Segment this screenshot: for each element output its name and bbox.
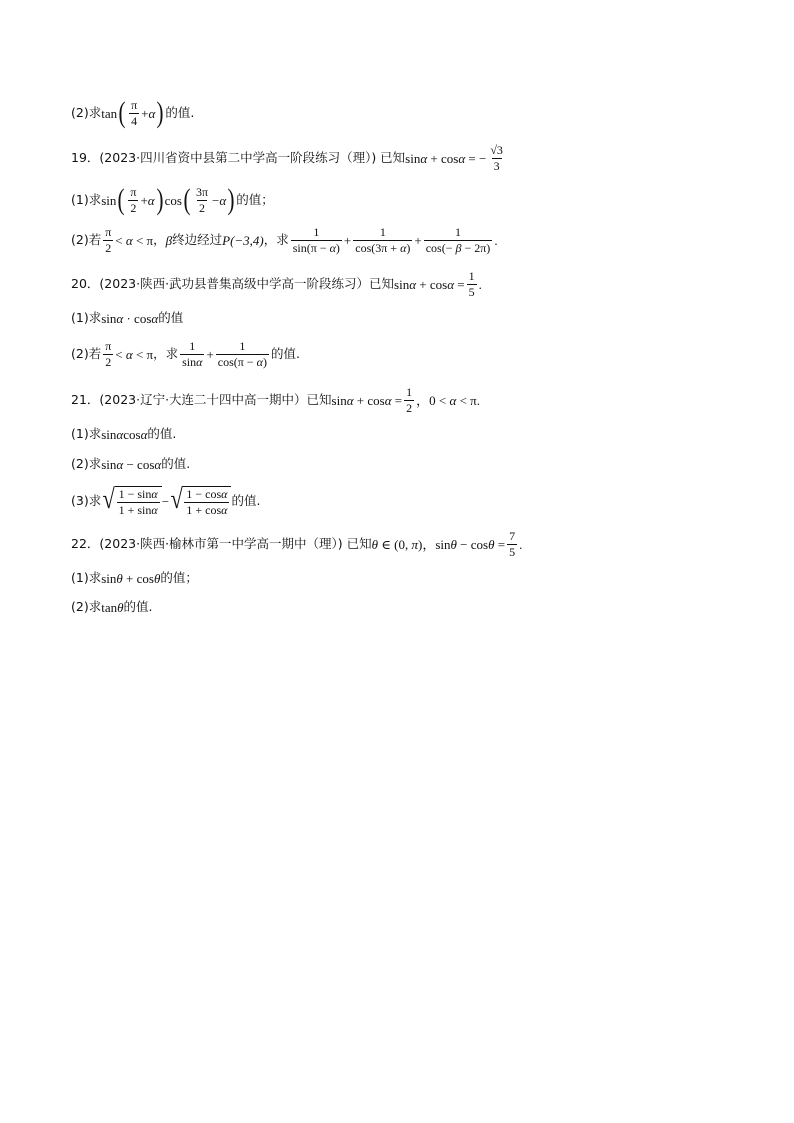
q21-part3-prefix: (3)求 — [71, 492, 102, 508]
q22-label: 22．(2023·陕西·榆林市第一中学高一期中（理）) 已知 — [71, 535, 372, 551]
q19-header — [71, 144, 507, 172]
q19-label: 19．(2023·四川省资中县第二中学高一阶段练习（理）) 已知 — [71, 149, 406, 165]
q20-part1: (1)求 sinα · cosα 的值 — [71, 310, 184, 326]
q18-part2: (2)求 tan ( $\frac{\pi}{4}$ + α ) 的值. — [71, 96, 195, 129]
q18-part2-suffix: 的值. — [165, 104, 195, 120]
q21-part2-suffix: 的值. — [161, 456, 191, 472]
q19-part1-suffix: 的值； — [236, 191, 274, 207]
q21-part2-prefix: (2)求 — [71, 456, 102, 472]
q18-part2-prefix: (2)求 — [71, 104, 102, 120]
q21-part2: (2)求 sinα − cosα 的值. — [71, 456, 191, 472]
q19-part1-prefix: (1)求 — [71, 191, 102, 207]
q22-header: 22．(2023·陕西·榆林市第一中学高一期中（理）) 已知 θ ∈ (0, π)，sinθ − cosθ = $\frac{7}{5}$ . — [71, 529, 523, 559]
q22-part2-prefix: (2)求 — [71, 599, 102, 615]
q19-part2-ask: ，求 — [263, 231, 289, 247]
q19-part2-text: 终边经过 — [172, 231, 223, 247]
q22-part1-prefix: (1)求 — [71, 570, 102, 586]
q20-part1-prefix: (1)求 — [71, 310, 102, 326]
formula-tan: tan — [101, 105, 118, 121]
q20-part2-ask: ，求 — [153, 345, 179, 361]
q20-part2-prefix: (2)若 — [71, 345, 102, 361]
q22-part1: (1)求 sinθ + cosθ 的值； — [71, 570, 198, 586]
q21-part1-suffix: 的值. — [147, 426, 177, 442]
q21-label: 21．(2023·辽宁·大连二十四中高一期中）已知 — [71, 391, 332, 407]
q21-part3-suffix: 的值. — [231, 492, 261, 508]
q20-header: 20．(2023·陕西·武功县普集高级中学高一阶段练习）已知 sinα + cosα = $\frac{1}{5}$ . — [71, 269, 482, 299]
q19-part2-mid: ， — [153, 231, 166, 247]
q19-point: P(−3,4) — [222, 232, 264, 248]
q19-part1: (1)求 sin ( $\frac{\pi}{2}$ + α ) cos ( $\frac{3\pi}{2}$ − α ) 的值； — [71, 183, 274, 216]
q21-part1-prefix: (1)求 — [71, 426, 102, 442]
q22-part1-suffix: 的值； — [160, 570, 198, 586]
q20-label: 20．(2023·陕西·武功县普集高级中学高一阶段练习）已知 — [71, 275, 395, 291]
q21-part1: (1)求 sinαcosα 的值. — [71, 426, 177, 442]
q22-part2-suffix: 的值. — [123, 599, 153, 615]
q20-part2-suffix: 的值. — [270, 345, 300, 361]
fraction-sqrt3-over-3: $\frac{√3}{3}$ — [490, 143, 503, 173]
q20-part2: (2)若 $\frac{\pi}{2}$ < α < π ，求 $\frac{1}{\sin\alpha}$ + $\frac{1}{\cos(\pi - \alpha)}$ 的值. — [71, 339, 300, 369]
formula-given: sinα + cosα = − — [405, 150, 487, 166]
q20-part1-suffix: 的值 — [158, 310, 184, 326]
q21-header: 21．(2023·辽宁·大连二十四中高一期中）已知 sinα + cosα = $\frac{1}{2}$ ，0 < α < π. — [71, 385, 480, 415]
q19-part2-prefix: (2)若 — [71, 231, 102, 247]
fraction-pi-over-4: $\frac{\pi}{4}$ — [131, 97, 138, 128]
q21-part3: (3)求 √ $\frac{1 - \sin\alpha}{1 + \sin\alpha}$ − √ $\frac{1 - \cos\alpha}{1 + \cos\alpha}$ 的值. — [71, 484, 261, 517]
q22-part2: (2)求 tanθ 的值. — [71, 599, 153, 615]
q19-part2: (2)若 $\frac{\pi}{2}$ < α < π ， β 终边经过 P(−3,4) ，求 $\frac{1}{\sin(\pi - \alpha)}$ + $\frac{1}{\cos(3\pi + \alpha)}$ + $\frac{1}{\cos(- \beta - 2\pi)}$ . — [71, 225, 498, 255]
